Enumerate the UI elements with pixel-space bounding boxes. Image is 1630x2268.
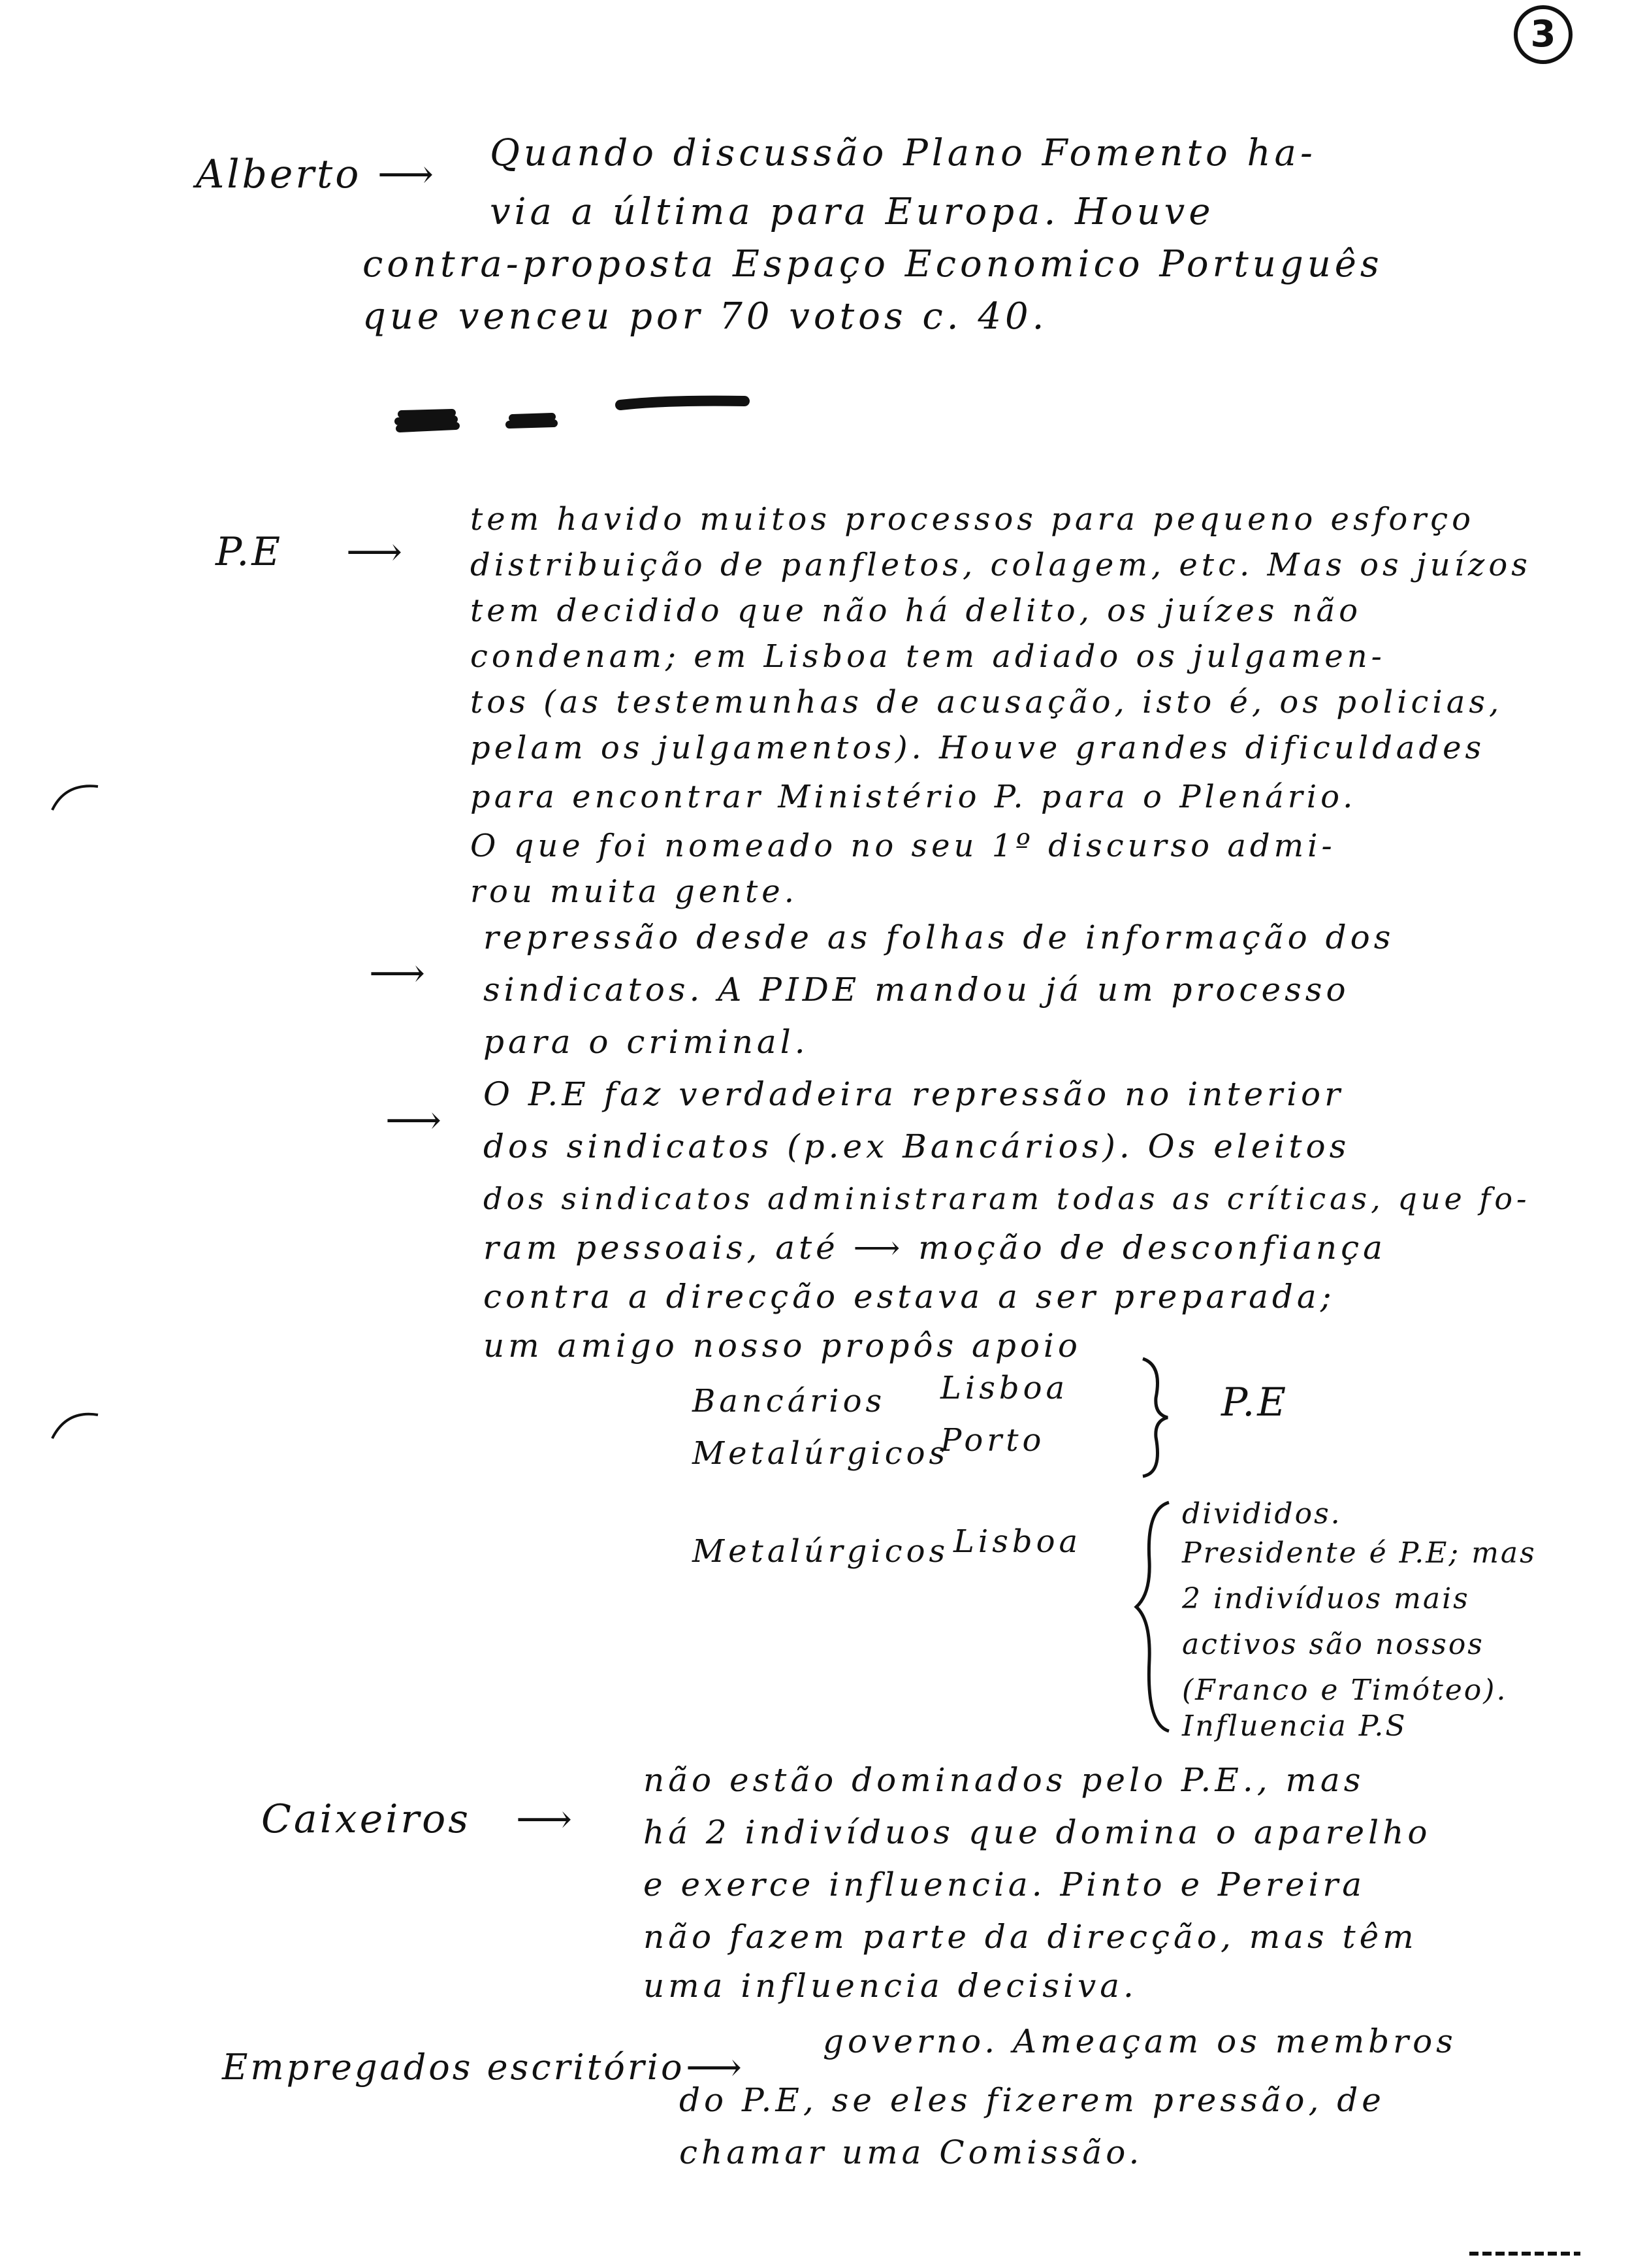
empregados-line-2: do P.E, se eles fizerem pressão, de [679, 2081, 1385, 2119]
speaker-empregados: Empregados escritório [222, 2047, 685, 2088]
alberto-line-3: contra-proposta Espaço Economico Português [362, 243, 1383, 285]
pe-faz-line-6: um amigo nosso propôs apoio [483, 1327, 1082, 1365]
union-place: Lisboa [940, 1370, 1069, 1406]
empregados-line-1: governo. Ameaçam os membros [823, 2022, 1457, 2060]
arrow-pe-faz: ⟶ [385, 1097, 442, 1143]
union-name: Metalúrgicos [692, 1435, 950, 1472]
pe-faz-line-5: contra a direcção estava a ser preparada; [483, 1278, 1335, 1316]
repressao-line-2: sindicatos. A PIDE mandou já um processo [483, 971, 1350, 1009]
caixeiros-line-3: e exerce influencia. Pinto e Pereira [643, 1866, 1366, 1904]
pe-line-7: para encontrar Ministério P. para o Plenário. [470, 779, 1357, 815]
speaker-alberto: Alberto [196, 152, 362, 197]
opening-brace [1130, 1496, 1175, 1738]
metal-lisboa-line-4: activos são nossos [1182, 1628, 1484, 1661]
speaker-caixeiros: Caixeiros [261, 1796, 471, 1842]
unions-pe-label: P.E [1221, 1380, 1289, 1425]
arrow-caixeiros: ⟶ [516, 1796, 573, 1842]
pe-faz-line-4: ram pessoais, até ⟶ moção de desconfiança [483, 1229, 1386, 1267]
arrow-repressao: ⟶ [369, 950, 426, 996]
caixeiros-line-2: há 2 indivíduos que domina o aparelho [643, 1813, 1431, 1851]
union-name: Bancários [692, 1383, 886, 1419]
metal-lisboa-line-2: Presidente é P.E; mas [1182, 1536, 1537, 1570]
arrow-alberto: ⟶ [377, 152, 434, 197]
punch-hole-mark [46, 1404, 104, 1444]
pe-line-6: pelam os julgamentos). Houve grandes dificuldades [470, 730, 1486, 766]
metal-lisboa-line-5: (Franco e Timóteo). [1182, 1674, 1508, 1707]
empregados-line-3: chamar uma Comissão. [679, 2133, 1143, 2171]
alberto-line-4: que venceu por 70 votos c. 40. [362, 295, 1048, 338]
speaker-pe: P.E [216, 529, 283, 575]
scan-edge-mark [1469, 2247, 1587, 2260]
metal-lisboa-name: Metalúrgicos [692, 1533, 950, 1570]
metal-lisboa-line-1: divididos. [1182, 1497, 1342, 1531]
crossed-out-scribble [392, 385, 758, 438]
union-place: Porto [940, 1422, 1046, 1459]
pe-faz-line-3: dos sindicatos administraram todas as críticas, que fo- [483, 1181, 1531, 1216]
pe-faz-line-1: O P.E faz verdadeira repressão no interior [483, 1075, 1345, 1113]
pe-line-5: tos (as testemunhas de acusação, isto é, os policias, [470, 684, 1503, 721]
pe-line-1: tem havido muitos processos para pequeno esforço [470, 501, 1475, 538]
repressao-line-1: repressão desde as folhas de informação dos [483, 918, 1395, 956]
pe-line-8: O que foi nomeado no seu 1º discurso admi- [470, 828, 1336, 864]
pe-line-4: condenam; em Lisboa tem adiado os julgamen- [470, 638, 1386, 675]
caixeiros-line-5: uma influencia decisiva. [643, 1967, 1138, 2005]
alberto-line-1: Quando discussão Plano Fomento ha- [490, 132, 1317, 174]
pe-line-3: tem decidido que não há delito, os juízes não [470, 592, 1362, 629]
closing-brace [1136, 1352, 1175, 1483]
caixeiros-line-1: não estão dominados pelo P.E., mas [643, 1761, 1365, 1799]
repressao-line-3: para o criminal. [483, 1023, 809, 1061]
metal-lisboa-place: Lisboa [953, 1523, 1082, 1560]
pe-faz-line-2: dos sindicatos (p.ex Bancários). Os eleitos [483, 1127, 1350, 1165]
metal-lisboa-line-3: 2 indivíduos mais [1182, 1582, 1470, 1615]
page-number: 3 [1514, 5, 1573, 64]
alberto-line-2: via a última para Europa. Houve [490, 191, 1215, 233]
arrow-empregados: ⟶ [686, 2045, 743, 2090]
arrow-pe: ⟶ [346, 529, 403, 575]
metal-lisboa-line-6: Influencia P.S [1182, 1709, 1407, 1743]
pe-line-2: distribuição de panfletos, colagem, etc. Mas os juízos [470, 547, 1531, 583]
punch-hole-mark [46, 777, 104, 817]
caixeiros-line-4: não fazem parte da direcção, mas têm [643, 1918, 1418, 1956]
pe-line-9: rou muita gente. [470, 873, 798, 910]
